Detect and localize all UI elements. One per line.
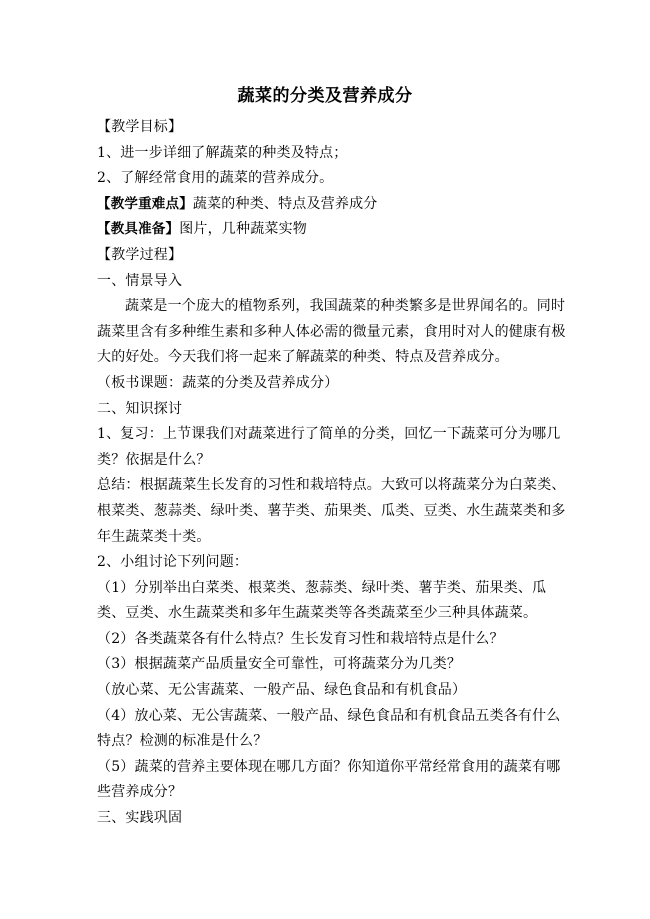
document-body xyxy=(97,115,567,832)
section-2-heading: 二、知识探讨 xyxy=(97,400,183,417)
intro-paragraph: 蔬菜是一个庞大的植物系列，我国蔬菜的种类繁多是世界闻名的。同时蔬菜里含有多种维生素和多种人体必需的微量元素，食用时对人的健康有极大的好处。今天我们将一起来了解蔬菜的种类、特点及营养成分。 xyxy=(97,298,566,366)
question-3: （3）根据蔬菜产品质量安全可靠性，可将蔬菜分为几类？ xyxy=(97,656,462,673)
objective-1: 1、进一步详细了解蔬菜的种类及特点； xyxy=(97,144,348,161)
key-points-text: 蔬菜的种类、特点及营养成分 xyxy=(192,195,378,212)
objective-2: 2、了解经常食用的蔬菜的营养成分。 xyxy=(97,170,334,187)
summary-paragraph: 总结：根据蔬菜生长发育的习性和栽培特点。大致可以将蔬菜分为白菜类、根菜类、葱蒜类、绿叶类、薯芋类、茄果类、瓜类、豆类、水生蔬菜类和多年生蔬菜类十类。 xyxy=(97,477,566,545)
question-3-answer: （放心菜、无公害蔬菜、一般产品、绿色食品和有机食品） xyxy=(97,682,467,699)
materials-text: 图片，几种蔬菜实物 xyxy=(179,221,308,238)
materials xyxy=(97,217,567,243)
process-header: 【教学过程】 xyxy=(97,246,183,263)
review-question: 1、复习：上节课我们对蔬菜进行了简单的分类，回忆一下蔬菜可分为哪几类？依据是什么？ xyxy=(97,426,561,468)
section-1-heading: 一、情景导入 xyxy=(97,272,183,289)
key-points xyxy=(97,192,567,218)
question-1: （1）分别举出白菜类、根菜类、葱蒜类、绿叶类、薯芋类、茄果类、瓜类、豆类、水生蔬菜类和多年生蔬菜类等各类蔬菜至少三种具体蔬菜。 xyxy=(97,579,547,622)
board-topic: （板书课题：蔬菜的分类及营养成分） xyxy=(97,374,339,391)
section-3-heading: 三、实践巩固 xyxy=(97,810,183,827)
group-discussion: 2、小组讨论下列问题： xyxy=(97,554,249,571)
materials-label: 【教具准备】 xyxy=(97,221,180,238)
key-points-label: 【教学重难点】 xyxy=(97,195,193,212)
question-5: （5）蔬菜的营养主要体现在哪几方面？你知道你平常经常食用的蔬菜有哪些营养成分？ xyxy=(97,758,561,801)
document-title: 蔬菜的分类及营养成分 xyxy=(237,86,413,106)
objectives-header: 【教学目标】 xyxy=(97,119,183,135)
question-2: （2）各类蔬菜各有什么特点？生长发育习性和栽培特点是什么？ xyxy=(97,630,504,647)
question-4: （4）放心菜、无公害蔬菜、一般产品、绿色食品和有机食品五类各有什么特点？检测的标准是什么？ xyxy=(97,707,561,750)
